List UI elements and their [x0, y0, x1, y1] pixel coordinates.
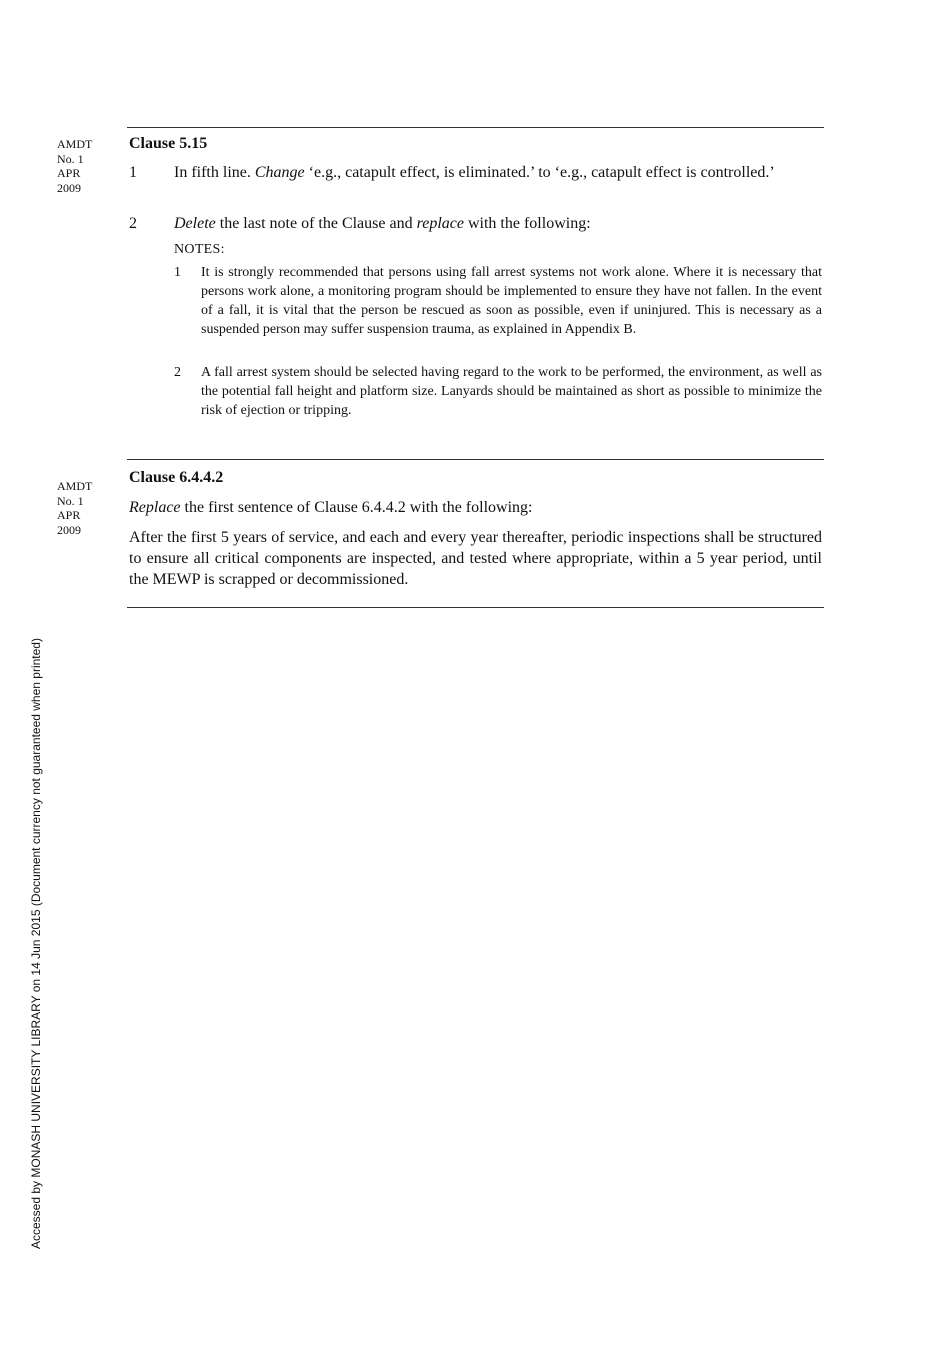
notes-heading: NOTES: — [174, 242, 225, 257]
amendment-month: APR — [57, 508, 81, 522]
section-top-rule — [127, 127, 824, 128]
item-text-part: with the following: — [463, 215, 591, 232]
instruction-emphasis: Replace — [129, 499, 181, 516]
item-text-emphasis: Change — [254, 164, 305, 181]
section-bottom-rule — [127, 607, 824, 608]
amendment-number: No. 1 — [57, 493, 84, 508]
note-text: A fall arrest system should be selected having regard to the work to be performed, the environment, as well as the potential fall height and platform size. Lanyards should be maintained as short as possible to minimize the risk of ejection or tripping. — [201, 365, 822, 418]
item-text-part: the last note of the Clause and — [215, 215, 417, 232]
amendment-month: APR — [57, 166, 81, 180]
item-text-emphasis: Delete — [174, 215, 216, 232]
note-item — [174, 363, 822, 420]
amendment-label: AMDT — [57, 479, 93, 493]
item-text-emphasis: replace — [416, 215, 464, 232]
amendment-item — [129, 213, 822, 234]
note-number: 1 — [174, 265, 181, 280]
note-number: 2 — [174, 365, 181, 380]
section-divider-rule — [127, 459, 824, 460]
item-text-part: In fifth line. — [174, 164, 255, 181]
amendment-item — [129, 162, 822, 183]
item-number: 1 — [129, 164, 137, 181]
clause-title: Clause 5.15 — [129, 135, 208, 152]
clause-instruction — [129, 497, 822, 518]
amendment-label: AMDT — [57, 137, 93, 151]
access-notice: Accessed by MONASH UNIVERSITY LIBRARY on 14 Jun 2015 (Document currency not guaranteed when printed) — [29, 638, 43, 1249]
amendment-year: 2009 — [57, 522, 81, 537]
item-number: 2 — [129, 215, 137, 232]
amendment-year: 2009 — [57, 180, 81, 195]
clause-title: Clause 6.4.4.2 — [129, 469, 224, 486]
note-text: It is strongly recommended that persons using fall arrest systems not work alone. Where it is necessary that persons work alone, a monitoring program should be implemented to ensure they have not fallen. In the event of a fall, it is vital that the person be rescued as soon as possible, even if uninjured. This is necessary as a suspended person may suffer suspension trauma, as explained in Appendix B. — [201, 265, 822, 337]
instruction-text: the first sentence of Clause 6.4.4.2 with the following: — [180, 499, 533, 516]
amendment-note — [57, 137, 117, 195]
note-item — [174, 263, 822, 339]
amendment-number: No. 1 — [57, 151, 84, 166]
item-text — [174, 213, 822, 234]
amendment-note — [57, 479, 117, 537]
replacement-text: After the first 5 years of service, and each and every year thereafter, periodic inspections shall be structured to ensure all critical components are inspected, and tested where appropriate, within a 5 year period, until the MEWP is scrapped or decommissioned. — [129, 529, 822, 588]
item-text-part: ‘e.g., catapult effect, is eliminated.’ to ‘e.g., catapult effect is controlled.’ — [304, 164, 775, 181]
item-text — [174, 162, 822, 183]
